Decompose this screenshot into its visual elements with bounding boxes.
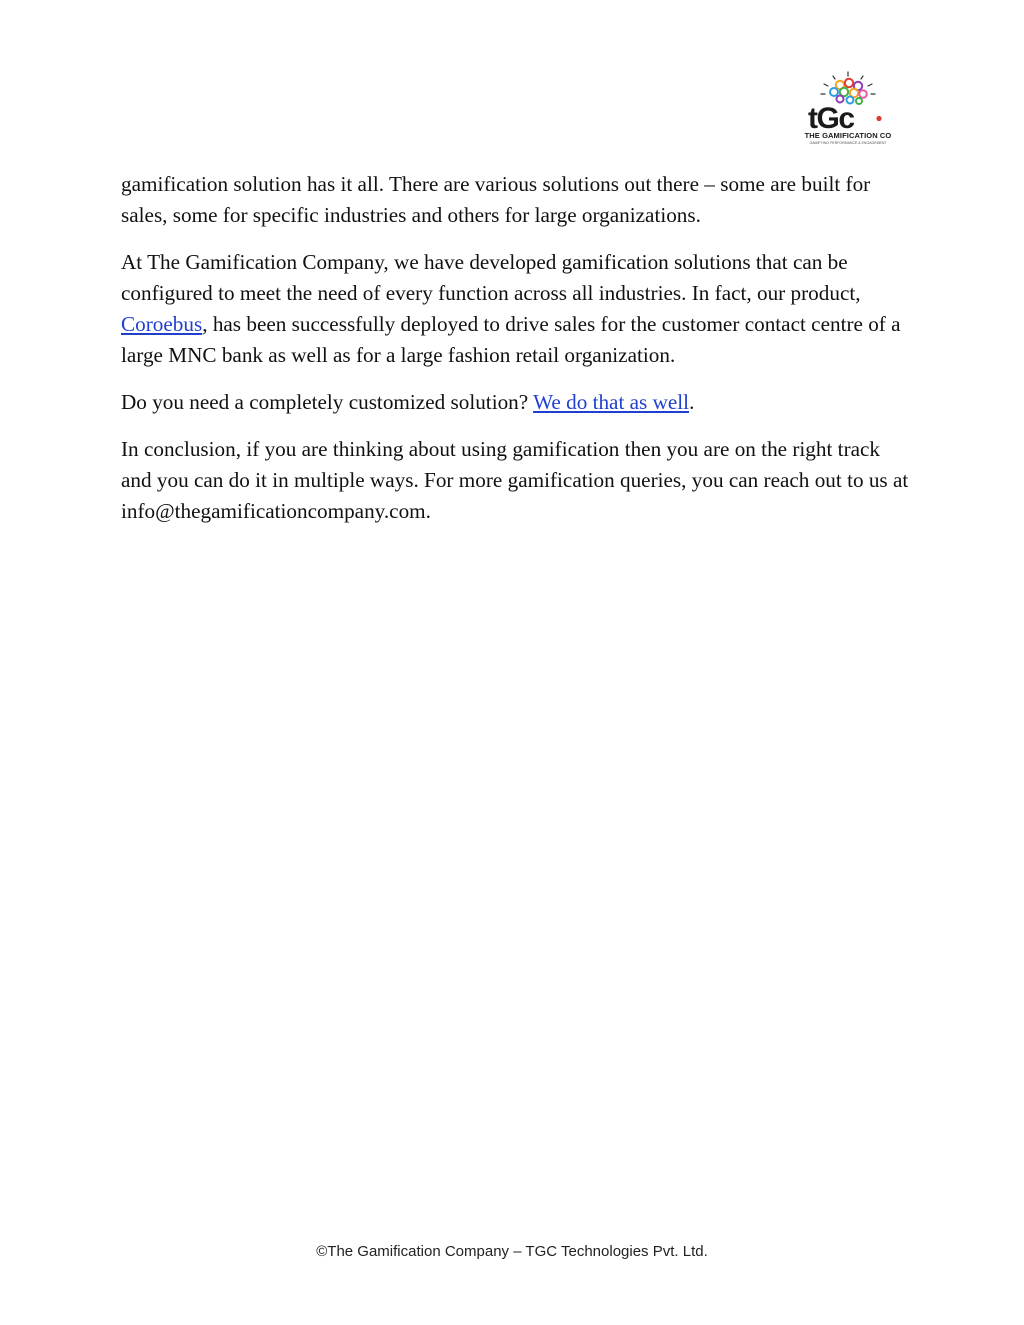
brain-logo-icon xyxy=(800,70,896,130)
paragraph-1-text: gamification solution has it all. There are various solutions out there – some are built for sales, some for specific industries and others for large organizations. xyxy=(121,172,871,227)
coroebus-link[interactable]: Coroebus xyxy=(121,312,203,336)
paragraph-2 xyxy=(121,247,911,371)
paragraph-2-text-before: At The Gamification Company, we have developed gamification solutions that can be configured to meet the need of every function across all industries. In fact, our product, xyxy=(121,250,861,305)
document-body xyxy=(121,169,911,543)
customized-solution-link[interactable]: We do that as well xyxy=(533,390,690,414)
paragraph-2-text-after: , has been successfully deployed to drive sales for the customer contact centre of a large MNC bank as well as for a large fashion retail organization. xyxy=(121,312,901,367)
paragraph-3 xyxy=(121,387,911,418)
logo-caption: THE GAMIFICATION CO xyxy=(804,131,892,140)
paragraph-4-text: In conclusion, if you are thinking about using gamification then you are on the right track and you can do it in multiple ways. For more gamification queries, you can reach out to us at info@thegamificationcompany.com. xyxy=(121,437,909,523)
page-footer: ©The Gamification Company – TGC Technologies Pvt. Ltd. xyxy=(316,1243,708,1260)
paragraph-1 xyxy=(121,169,911,231)
logo-tagline: GAMIFYING PERFORMANCE & ENGAGEMENT xyxy=(809,141,887,145)
paragraph-3-text-before: Do you need a completely customized solution? xyxy=(121,390,534,414)
paragraph-3-text-after: . xyxy=(689,390,695,414)
company-logo xyxy=(800,70,896,158)
logo-wordmark: tGc xyxy=(808,102,854,130)
paragraph-4 xyxy=(121,434,911,527)
